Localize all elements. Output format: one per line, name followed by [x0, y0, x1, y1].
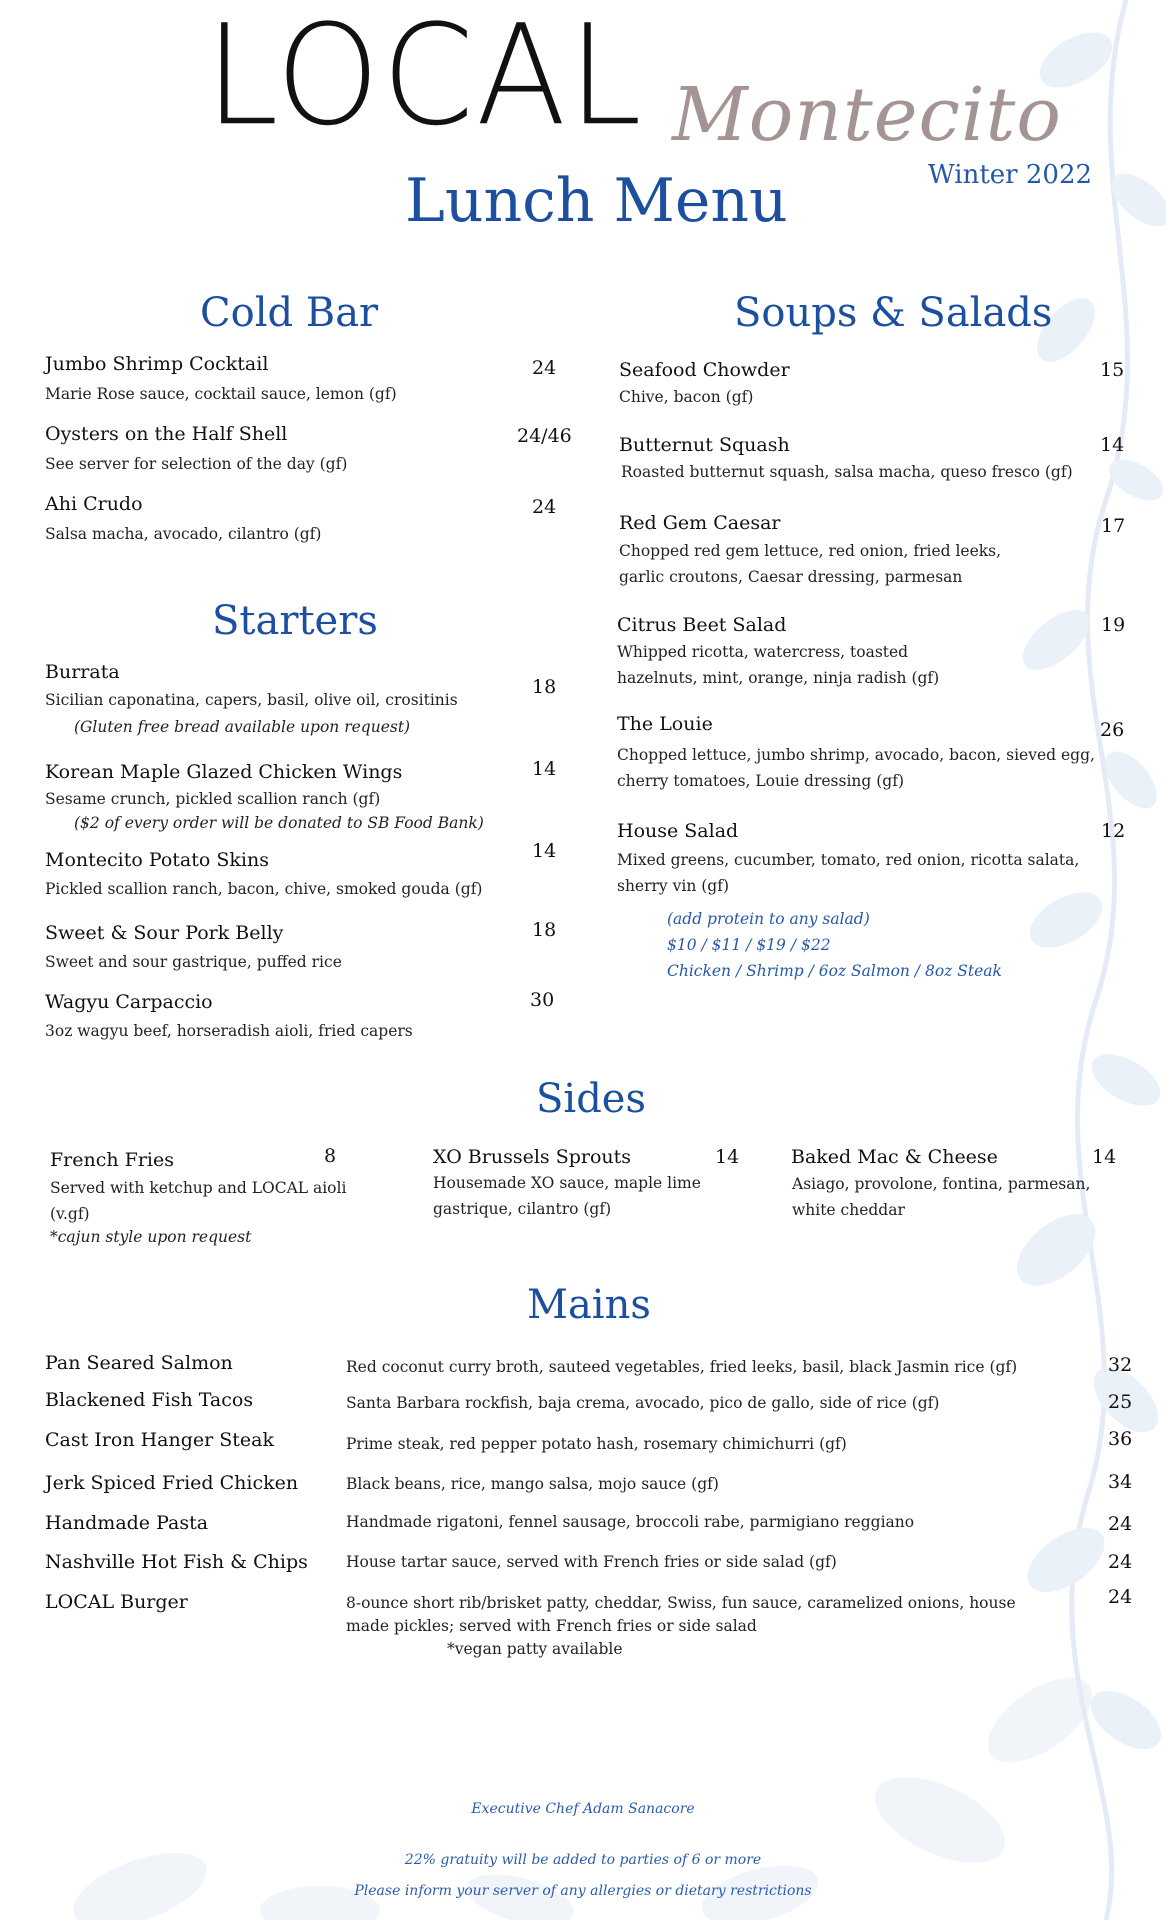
- item-price: 24: [532, 357, 557, 379]
- item-desc: Asiago, provolone, fontina, parmesan,: [792, 1175, 1091, 1193]
- item-name: Citrus Beet Salad: [617, 614, 787, 636]
- item-name: Korean Maple Glazed Chicken Wings: [45, 761, 403, 783]
- item-price: 12: [1101, 820, 1126, 842]
- item-desc: made pickles; served with French fries or side salad: [346, 1617, 757, 1635]
- item-name: Blackened Fish Tacos: [45, 1389, 254, 1411]
- item-desc: Pickled scallion ranch, bacon, chive, smoked gouda (gf): [45, 880, 483, 898]
- item-desc: Housemade XO sauce, maple lime: [433, 1174, 701, 1192]
- item-price: 14: [715, 1146, 740, 1168]
- chef-credit: Executive Chef Adam Sanacore: [471, 1801, 695, 1817]
- item-price: 15: [1100, 359, 1125, 381]
- item-price: 30: [530, 989, 555, 1011]
- item-desc: Chopped lettuce, jumbo shrimp, avocado, bacon, sieved egg,: [617, 746, 1095, 764]
- item-desc: See server for selection of the day (gf): [45, 455, 348, 473]
- item-price: 14: [532, 758, 557, 780]
- item-desc: Santa Barbara rockfish, baja crema, avocado, pico de gallo, side of rice (gf): [346, 1394, 940, 1412]
- item-desc: Served with ketchup and LOCAL aioli: [50, 1179, 347, 1197]
- item-name: Jerk Spiced Fried Chicken: [45, 1472, 299, 1494]
- item-desc: Sesame crunch, pickled scallion ranch (gf): [45, 790, 381, 808]
- item-desc: Mixed greens, cucumber, tomato, red onion, ricotta salata,: [617, 851, 1080, 869]
- protein-prices: $10 / $11 / $19 / $22: [667, 936, 831, 954]
- item-name: The Louie: [617, 713, 713, 735]
- item-desc: Black beans, rice, mango salsa, mojo sauce (gf): [346, 1475, 719, 1493]
- item-note: *cajun style upon request: [50, 1228, 252, 1246]
- item-name: Sweet & Sour Pork Belly: [45, 922, 284, 944]
- protein-note: (add protein to any salad): [667, 910, 870, 928]
- item-price: 14: [532, 840, 557, 862]
- brand-script-logo: Montecito: [672, 72, 1062, 158]
- item-price: 24/46: [517, 425, 572, 447]
- item-note: *vegan patty available: [447, 1640, 623, 1658]
- item-desc: 8-ounce short rib/brisket patty, cheddar, Swiss, fun sauce, caramelized onions, house: [346, 1594, 1016, 1612]
- item-desc: 3oz wagyu beef, horseradish aioli, fried capers: [45, 1022, 413, 1040]
- section-title-soups-salads: Soups & Salads: [734, 290, 1053, 336]
- brand-logo: LOCAL: [205, 0, 644, 157]
- item-name: Red Gem Caesar: [619, 512, 781, 534]
- item-price: 19: [1101, 614, 1126, 636]
- item-price: 18: [532, 919, 557, 941]
- item-name: Montecito Potato Skins: [45, 849, 269, 871]
- item-desc: Whipped ricotta, watercress, toasted: [617, 643, 909, 661]
- item-desc: Sweet and sour gastrique, puffed rice: [45, 953, 342, 971]
- item-name: House Salad: [617, 820, 739, 842]
- item-price: 8: [324, 1145, 337, 1167]
- item-name: French Fries: [50, 1149, 175, 1171]
- item-desc: Sicilian caponatina, capers, basil, olive oil, crositinis: [45, 691, 458, 709]
- item-desc: cherry tomatoes, Louie dressing (gf): [617, 772, 904, 790]
- item-price: 32: [1108, 1354, 1133, 1376]
- item-price: 24: [1108, 1513, 1133, 1535]
- item-price: 24: [1108, 1551, 1133, 1573]
- gratuity-note: 22% gratuity will be added to parties of 6 or more: [404, 1852, 762, 1868]
- item-name: Wagyu Carpaccio: [45, 991, 213, 1013]
- section-title-starters: Starters: [212, 598, 378, 644]
- item-desc: gastrique, cilantro (gf): [433, 1200, 612, 1218]
- section-title-mains: Mains: [527, 1282, 651, 1328]
- section-title-sides: Sides: [536, 1076, 646, 1122]
- item-desc: Marie Rose sauce, cocktail sauce, lemon (gf): [45, 385, 397, 403]
- item-desc: Chopped red gem lettuce, red onion, fried leeks,: [619, 542, 1002, 560]
- item-desc: Salsa macha, avocado, cilantro (gf): [45, 525, 322, 543]
- item-desc: House tartar sauce, served with French fries or side salad (gf): [346, 1553, 837, 1571]
- item-name: Baked Mac & Cheese: [791, 1146, 998, 1168]
- section-title-cold-bar: Cold Bar: [200, 290, 379, 336]
- item-price: 26: [1100, 719, 1125, 741]
- item-desc: garlic croutons, Caesar dressing, parmesan: [619, 568, 963, 586]
- item-desc: white cheddar: [792, 1201, 905, 1219]
- item-name: Nashville Hot Fish & Chips: [45, 1551, 308, 1573]
- item-name: Jumbo Shrimp Cocktail: [45, 353, 269, 375]
- item-name: LOCAL Burger: [45, 1591, 188, 1613]
- item-desc: Roasted butternut squash, salsa macha, queso fresco (gf): [621, 463, 1073, 481]
- item-price: 24: [532, 496, 557, 518]
- item-name: Burrata: [45, 661, 120, 683]
- item-price: 14: [1100, 434, 1125, 456]
- protein-options: Chicken / Shrimp / 6oz Salmon / 8oz Steak: [667, 962, 1002, 980]
- item-desc: hazelnuts, mint, orange, ninja radish (gf): [617, 669, 940, 687]
- item-name: Handmade Pasta: [45, 1512, 209, 1534]
- item-price: 18: [532, 676, 557, 698]
- item-name: Cast Iron Hanger Steak: [45, 1429, 274, 1451]
- item-name: Butternut Squash: [619, 434, 790, 456]
- item-name: Pan Seared Salmon: [45, 1352, 233, 1374]
- item-desc: Chive, bacon (gf): [619, 388, 754, 406]
- item-price: 17: [1101, 515, 1126, 537]
- item-price: 24: [1108, 1586, 1133, 1608]
- item-desc: Prime steak, red pepper potato hash, rosemary chimichurri (gf): [346, 1435, 847, 1453]
- item-name: XO Brussels Sprouts: [433, 1146, 632, 1168]
- item-price: 25: [1108, 1391, 1133, 1413]
- item-desc: Handmade rigatoni, fennel sausage, broccoli rabe, parmigiano reggiano: [346, 1513, 915, 1531]
- item-note: (Gluten free bread available upon request): [74, 718, 411, 736]
- item-note: ($2 of every order will be donated to SB Food Bank): [74, 814, 484, 832]
- season-label: Winter 2022: [928, 160, 1093, 190]
- item-price: 36: [1108, 1428, 1133, 1450]
- item-name: Ahi Crudo: [45, 493, 143, 515]
- allergy-note: Please inform your server of any allergies or dietary restrictions: [354, 1883, 812, 1899]
- item-name: Oysters on the Half Shell: [45, 423, 288, 445]
- item-desc: (v.gf): [50, 1205, 90, 1223]
- item-desc: Red coconut curry broth, sauteed vegetables, fried leeks, basil, black Jasmin rice (gf): [346, 1358, 1018, 1376]
- item-desc: sherry vin (gf): [617, 877, 729, 895]
- item-price: 34: [1108, 1471, 1133, 1493]
- page-title: Lunch Menu: [405, 166, 788, 236]
- item-price: 14: [1092, 1146, 1117, 1168]
- item-name: Seafood Chowder: [619, 359, 790, 381]
